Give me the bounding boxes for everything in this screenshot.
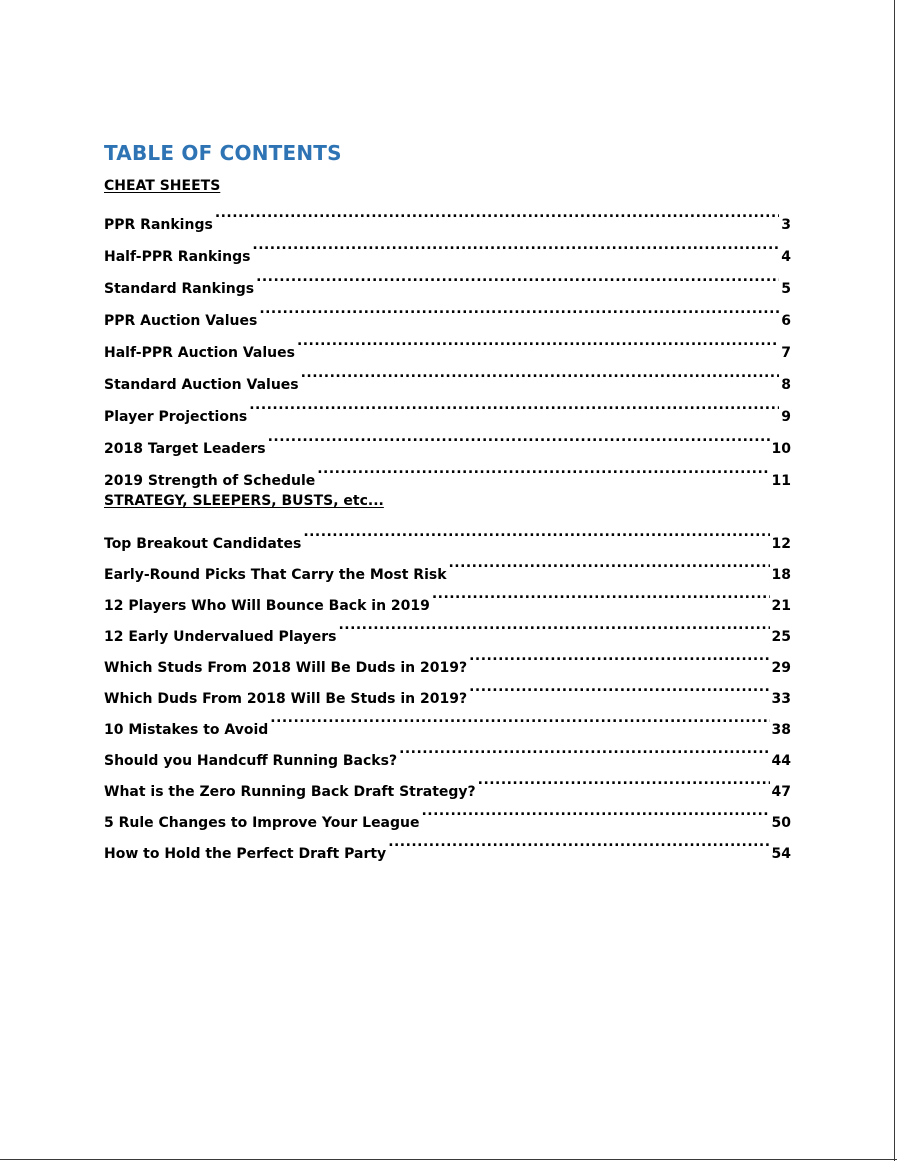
toc-entry-page: 25 (771, 629, 791, 645)
dot-leader (270, 703, 769, 734)
toc-entry-title: PPR Auction Values (104, 313, 258, 329)
dot-leader (252, 229, 779, 261)
dot-leader (297, 325, 779, 357)
toc-entry-title: PPR Rankings (104, 217, 213, 233)
toc-entry-page: 18 (771, 567, 791, 583)
toc-entry-title: 12 Players Who Will Bounce Back in 2019 (104, 598, 430, 614)
dot-leader (249, 389, 779, 421)
toc-entry-title: Player Projections (104, 409, 248, 425)
toc-entry-page: 8 (781, 377, 791, 393)
toc-entry-title: Half-PPR Rankings (104, 249, 251, 265)
dot-leader (478, 765, 770, 796)
toc-entry-title: 5 Rule Changes to Improve Your League (104, 815, 420, 831)
toc-entry-title: Standard Auction Values (104, 377, 299, 393)
page-edge-right (894, 0, 895, 1161)
toc-entry-page: 29 (771, 660, 791, 676)
dot-leader (303, 517, 769, 548)
toc-entry[interactable] (104, 197, 791, 233)
dot-leader (301, 357, 780, 389)
toc-entry-page: 9 (781, 409, 791, 425)
toc-entry-page: 4 (781, 249, 791, 265)
toc-entry-title: 12 Early Undervalued Players (104, 629, 337, 645)
toc-entry-page: 12 (771, 536, 791, 552)
toc-entry-title: How to Hold the Perfect Draft Party (104, 846, 387, 862)
dot-leader (259, 293, 779, 325)
table-of-contents (104, 139, 791, 862)
toc-entry-title: Half-PPR Auction Values (104, 345, 295, 361)
toc-entry-page: 21 (771, 598, 791, 614)
dot-leader (215, 197, 779, 229)
dot-leader (268, 421, 770, 453)
toc-entry-title: Top Breakout Candidates (104, 536, 302, 552)
toc-entry-title: Which Studs From 2018 Will Be Duds in 2019? (104, 660, 468, 676)
toc-entry-page: 44 (771, 753, 791, 769)
dot-leader (469, 672, 769, 703)
toc-entry-page: 6 (781, 313, 791, 329)
section-heading-strategy[interactable]: STRATEGY, SLEEPERS, BUSTS, etc... (104, 493, 384, 509)
toc-entry-page: 3 (781, 217, 791, 233)
dot-leader (422, 796, 770, 827)
toc-entry-title: 2018 Target Leaders (104, 441, 266, 457)
section-heading-cheat-sheets[interactable]: CHEAT SHEETS (104, 178, 221, 194)
toc-title: TABLE OF CONTENTS (104, 141, 342, 165)
toc-entry-page: 33 (771, 691, 791, 707)
toc-entry-title: Which Duds From 2018 Will Be Studs in 2019? (104, 691, 468, 707)
toc-entry-title: 10 Mistakes to Avoid (104, 722, 269, 738)
toc-entry-page: 5 (781, 281, 791, 297)
dot-leader (256, 261, 779, 293)
dot-leader (388, 827, 769, 858)
page-edge-bottom (0, 1159, 897, 1160)
toc-entry-page: 54 (771, 846, 791, 862)
toc-entry-page: 38 (771, 722, 791, 738)
toc-entry-page: 50 (771, 815, 791, 831)
dot-leader (399, 734, 769, 765)
toc-entry-title: 2019 Strength of Schedule (104, 473, 316, 489)
toc-entry-title: Early-Round Picks That Carry the Most Risk (104, 567, 447, 583)
dot-leader (432, 579, 770, 610)
toc-entry-page: 10 (771, 441, 791, 457)
dot-leader (449, 548, 770, 579)
toc-entry-page: 11 (771, 473, 791, 489)
dot-leader (339, 610, 770, 641)
toc-entry-title: Should you Handcuff Running Backs? (104, 753, 398, 769)
toc-entry-page: 7 (781, 345, 791, 361)
toc-entry[interactable] (104, 517, 791, 552)
dot-leader (317, 453, 769, 485)
dot-leader (469, 641, 769, 672)
toc-entry-page: 47 (771, 784, 791, 800)
toc-entry-title: What is the Zero Running Back Draft Strategy? (104, 784, 476, 800)
toc-entry-title: Standard Rankings (104, 281, 255, 297)
